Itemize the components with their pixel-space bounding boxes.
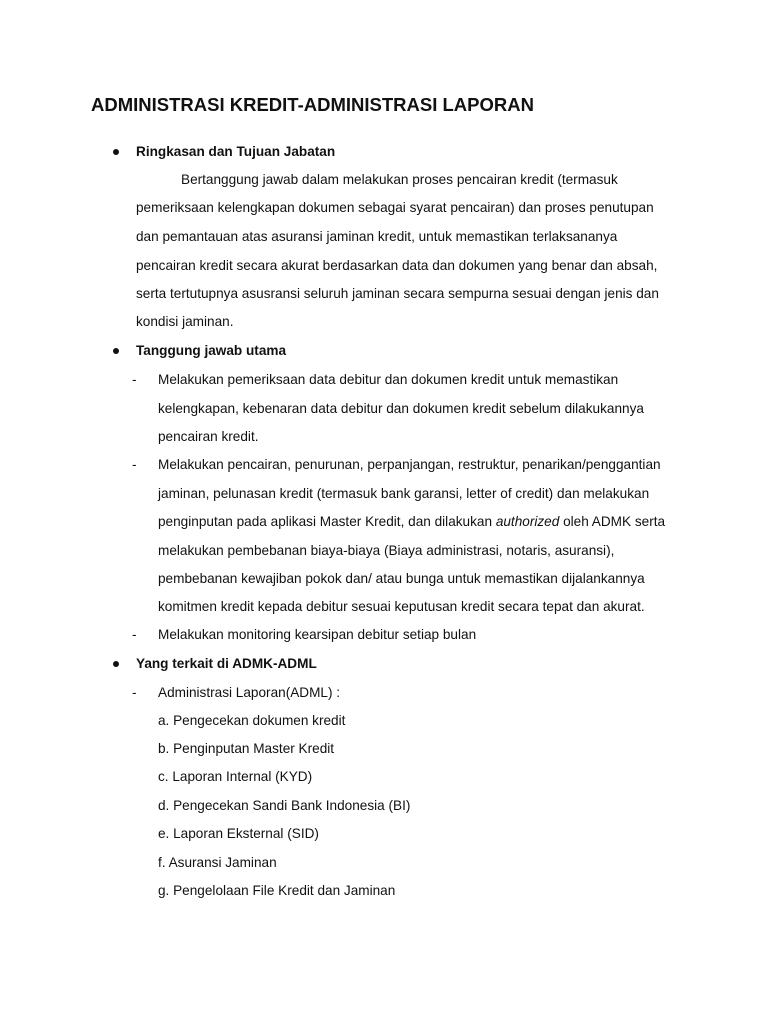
bullet-icon — [113, 661, 119, 667]
list-item-line: Melakukan pencairan, penurunan, perpanjangan, restruktur, penarikan/penggantian — [158, 457, 661, 472]
section-heading-admk-adml: Yang terkait di ADMK-ADML — [136, 656, 317, 671]
list-item-line — [158, 513, 665, 531]
list-item: g. Pengelolaan File Kredit dan Jaminan — [158, 883, 396, 898]
list-item: d. Pengecekan Sandi Bank Indonesia (BI) — [158, 798, 411, 813]
list-item-line: kelengkapan, kebenaran data debitur dan dokumen kredit sebelum dilakukannya — [158, 401, 644, 416]
paragraph-line: kondisi jaminan. — [136, 314, 234, 329]
list-item-text: oleh ADMK serta — [559, 514, 666, 529]
dash-marker: - — [132, 685, 137, 700]
sub-heading-adml: Administrasi Laporan(ADML) : — [158, 685, 341, 700]
list-item: b. Penginputan Master Kredit — [158, 741, 335, 756]
bullet-icon — [113, 149, 119, 155]
dash-marker: - — [132, 627, 137, 642]
list-item-line: pencairan kredit. — [158, 429, 259, 444]
list-item: e. Laporan Eksternal (SID) — [158, 826, 319, 841]
dash-marker: - — [132, 457, 137, 472]
list-item: c. Laporan Internal (KYD) — [158, 769, 313, 784]
section-heading-tanggung-jawab: Tanggung jawab utama — [136, 343, 287, 358]
section-heading-ringkasan: Ringkasan dan Tujuan Jabatan — [136, 144, 336, 159]
list-item-line: Melakukan monitoring kearsipan debitur setiap bulan — [158, 627, 477, 642]
list-item-line: Melakukan pemeriksaan data debitur dan dokumen kredit untuk memastikan — [158, 372, 619, 387]
emphasis-authorized: authorized — [495, 514, 560, 529]
page-title: ADMINISTRASI KREDIT-ADMINISTRASI LAPORAN — [91, 94, 534, 115]
bullet-icon — [113, 348, 119, 354]
list-item-line: komitmen kredit kepada debitur sesuai keputusan kredit secara tepat dan akurat. — [158, 599, 645, 614]
paragraph-line: pemeriksaan kelengkapan dokumen sebagai syarat pencairan) dan proses penutupan — [136, 200, 654, 215]
list-item: a. Pengecekan dokumen kredit — [158, 713, 346, 728]
list-item-line: pembebanan kewajiban pokok dan/ atau bunga untuk memastikan dijalankannya — [158, 571, 645, 586]
list-item-line: jaminan, pelunasan kredit (termasuk bank garansi, letter of credit) dan melakukan — [158, 486, 650, 501]
paragraph-line: Bertanggung jawab dalam melakukan proses pencairan kredit (termasuk — [181, 172, 618, 187]
paragraph-line: serta tertutupnya asusransi seluruh jaminan secara sempurna sesuai dengan jenis dan — [136, 286, 659, 301]
list-item: f. Asuransi Jaminan — [158, 855, 277, 870]
list-item-text: penginputan pada aplikasi Master Kredit, dan dilakukan — [158, 514, 496, 529]
dash-marker: - — [132, 372, 137, 387]
paragraph-line: dan pemantauan atas asuransi jaminan kredit, untuk memastikan terlaksananya — [136, 229, 618, 244]
paragraph-line: pencairan kredit secara akurat berdasarkan data dan dokumen yang benar dan absah, — [136, 258, 658, 273]
list-item-line: melakukan pembebanan biaya-biaya (Biaya administrasi, notaris, asuransi), — [158, 543, 615, 558]
